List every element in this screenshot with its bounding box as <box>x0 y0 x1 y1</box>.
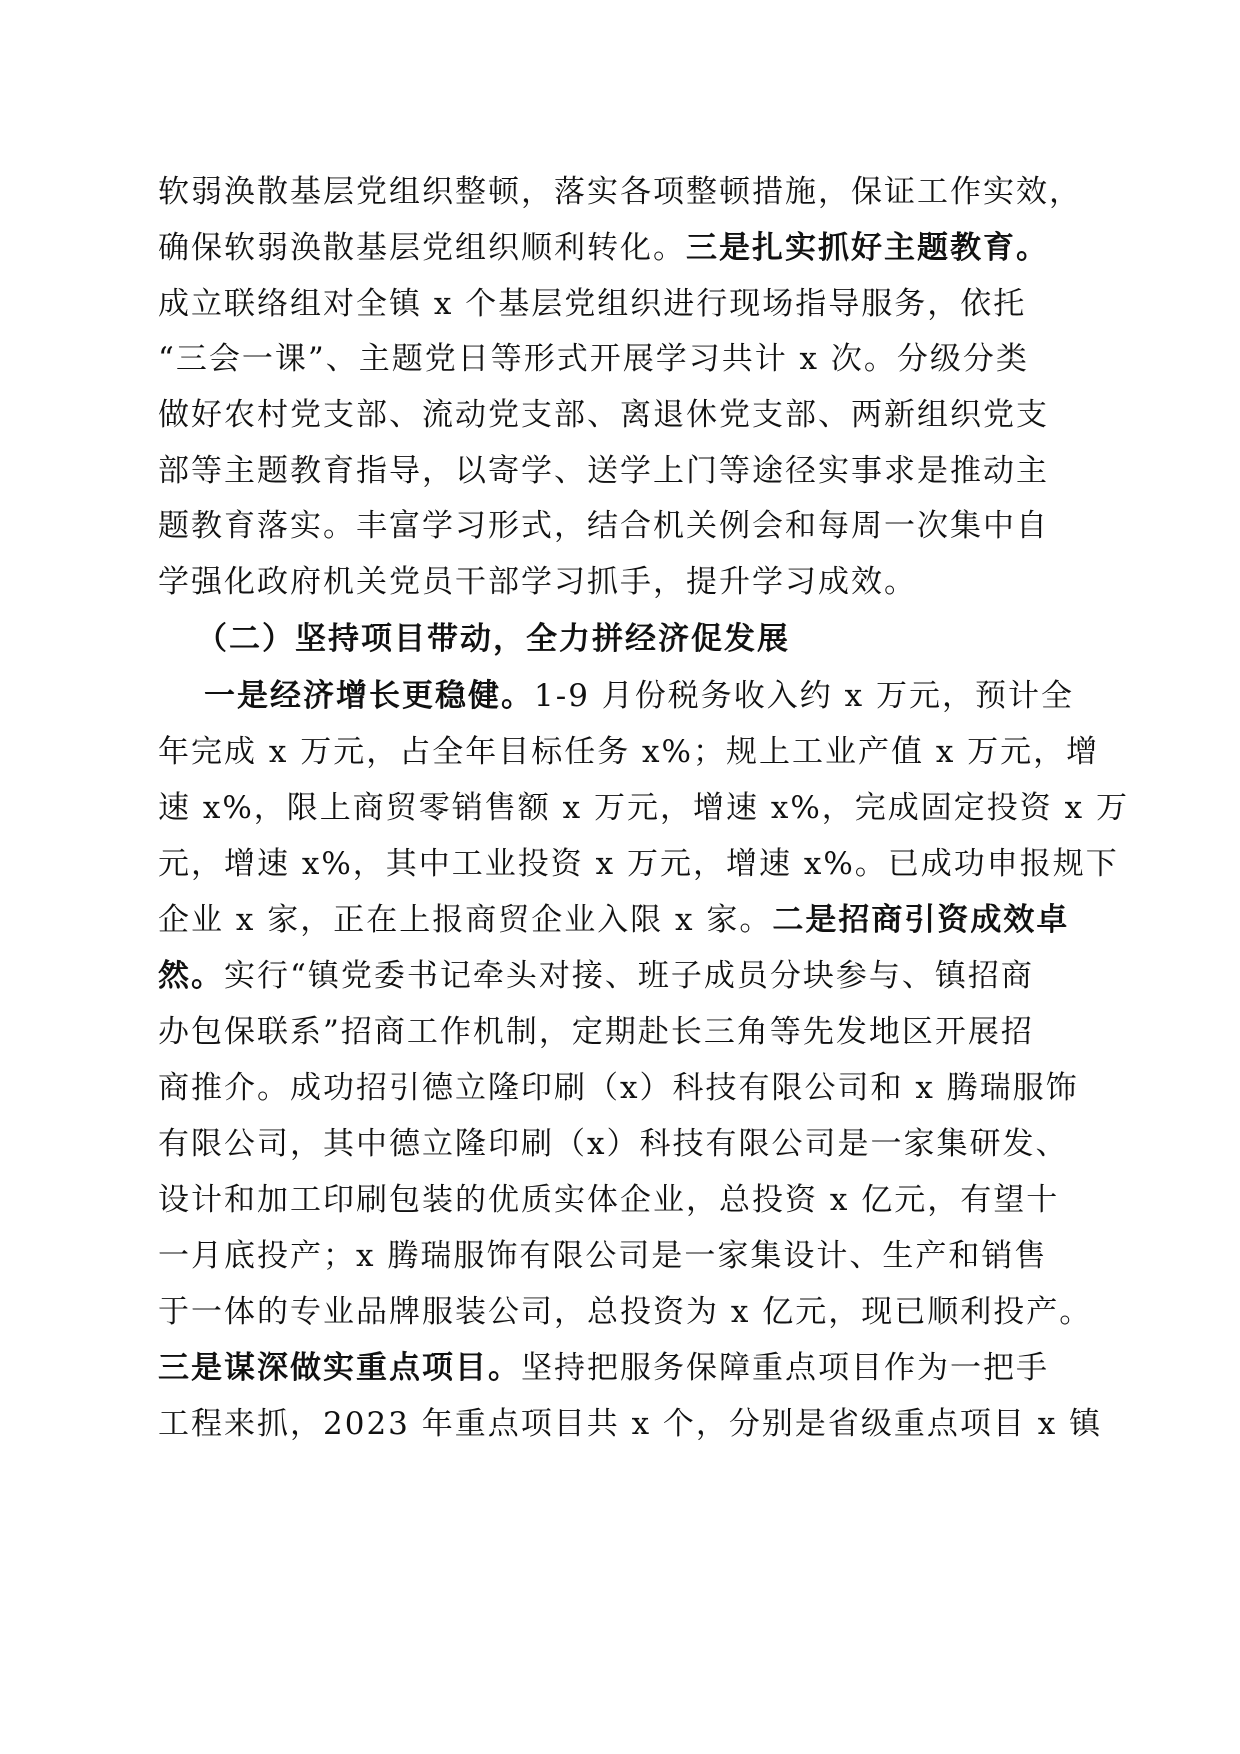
text-line <box>158 1404 1102 1444</box>
text-line <box>158 339 1029 379</box>
text-line <box>158 1348 1049 1388</box>
text-segment: 软弱涣散基层党组织整顿，落实各项整顿措施，保证工作实效， <box>158 174 1082 210</box>
text-line <box>158 451 1049 491</box>
text-line <box>158 172 1082 212</box>
text-line <box>158 228 1049 268</box>
text-line <box>158 562 917 602</box>
text-segment: 于一体的专业品牌服装公司，总投资为 x 亿元，现已顺利投产。 <box>158 1294 1093 1330</box>
text-segment: 成立联络组对全镇 x 个基层党组织进行现场指导服务，依托 <box>158 286 1027 322</box>
section-heading <box>196 619 790 659</box>
text-line <box>158 900 1069 940</box>
text-line <box>158 1124 1068 1164</box>
text-line <box>158 1012 1034 1052</box>
text-line <box>158 1292 1092 1332</box>
text-segment: 元，增速 x%，其中工业投资 x 万元，增速 x%。已成功申报规下 <box>158 846 1119 882</box>
text-segment: 设计和加工印刷包装的优质实体企业，总投资 x 亿元，有望十 <box>158 1182 1060 1218</box>
text-segment: 办包保联系”招商工作机制，定期赴长三角等先发地区开展招 <box>158 1014 1034 1050</box>
text-line <box>158 788 1129 828</box>
text-segment: 速 x%，限上商贸零销售额 x 万元，增速 x%，完成固定投资 x 万 <box>158 790 1129 826</box>
text-segment: 工程来抓，2023 年重点项目共 x 个，分别是省级重点项目 x 镇 <box>158 1406 1103 1442</box>
text-line <box>158 844 1119 884</box>
text-line <box>158 395 1049 435</box>
text-line <box>158 1180 1059 1220</box>
text-segment: 1-9 月份税务收入约 x 万元，预计全 <box>534 678 1074 714</box>
text-segment: 商推介。成功招引德立隆印刷（x）科技有限公司和 x 腾瑞服饰 <box>158 1070 1079 1106</box>
text-segment: 有限公司，其中德立隆印刷（x）科技有限公司是一家集研发、 <box>158 1126 1069 1162</box>
text-line <box>158 1236 1047 1276</box>
text-segment: 一月底投产；x 腾瑞服饰有限公司是一家集设计、生产和销售 <box>158 1238 1048 1274</box>
text-line <box>158 732 1099 772</box>
section-heading-text: （二）坚持项目带动，全力拼经济促发展 <box>196 621 790 657</box>
text-line <box>158 956 1034 996</box>
bold-heading-segment: 三是扎实抓好主题教育。 <box>686 230 1049 266</box>
text-line <box>158 284 1026 324</box>
text-line <box>158 1068 1079 1108</box>
text-segment: 做好农村党支部、流动党支部、离退休党支部、两新组织党支 <box>158 397 1049 433</box>
bold-heading-segment: 然。 <box>158 958 224 994</box>
bold-heading-segment: 一是经济增长更稳健。 <box>204 678 534 714</box>
text-segment: 企业 x 家，正在上报商贸企业入限 x 家。 <box>158 902 773 938</box>
text-segment: 实行“镇党委书记牵头对接、班子成员分块参与、镇招商 <box>224 958 1034 994</box>
bold-heading-segment: 二是招商引资成效卓 <box>772 902 1070 938</box>
text-line <box>204 676 1074 716</box>
text-segment: 确保软弱涣散基层党组织顺利转化。 <box>158 230 686 266</box>
text-segment: 题教育落实。丰富学习形式，结合机关例会和每周一次集中自 <box>158 508 1049 544</box>
text-segment: “三会一课”、主题党日等形式开展学习共计 x 次。分级分类 <box>158 341 1029 377</box>
text-segment: 学强化政府机关党员干部学习抓手，提升学习成效。 <box>158 564 917 600</box>
text-line <box>158 506 1049 546</box>
text-segment: 部等主题教育指导，以寄学、送学上门等途径实事求是推动主 <box>158 453 1049 489</box>
text-segment: 坚持把服务保障重点项目作为一把手 <box>521 1350 1049 1386</box>
bold-heading-segment: 三是谋深做实重点项目。 <box>158 1350 521 1386</box>
text-segment: 年完成 x 万元，占全年目标任务 x%；规上工业产值 x 万元，增 <box>158 734 1100 770</box>
